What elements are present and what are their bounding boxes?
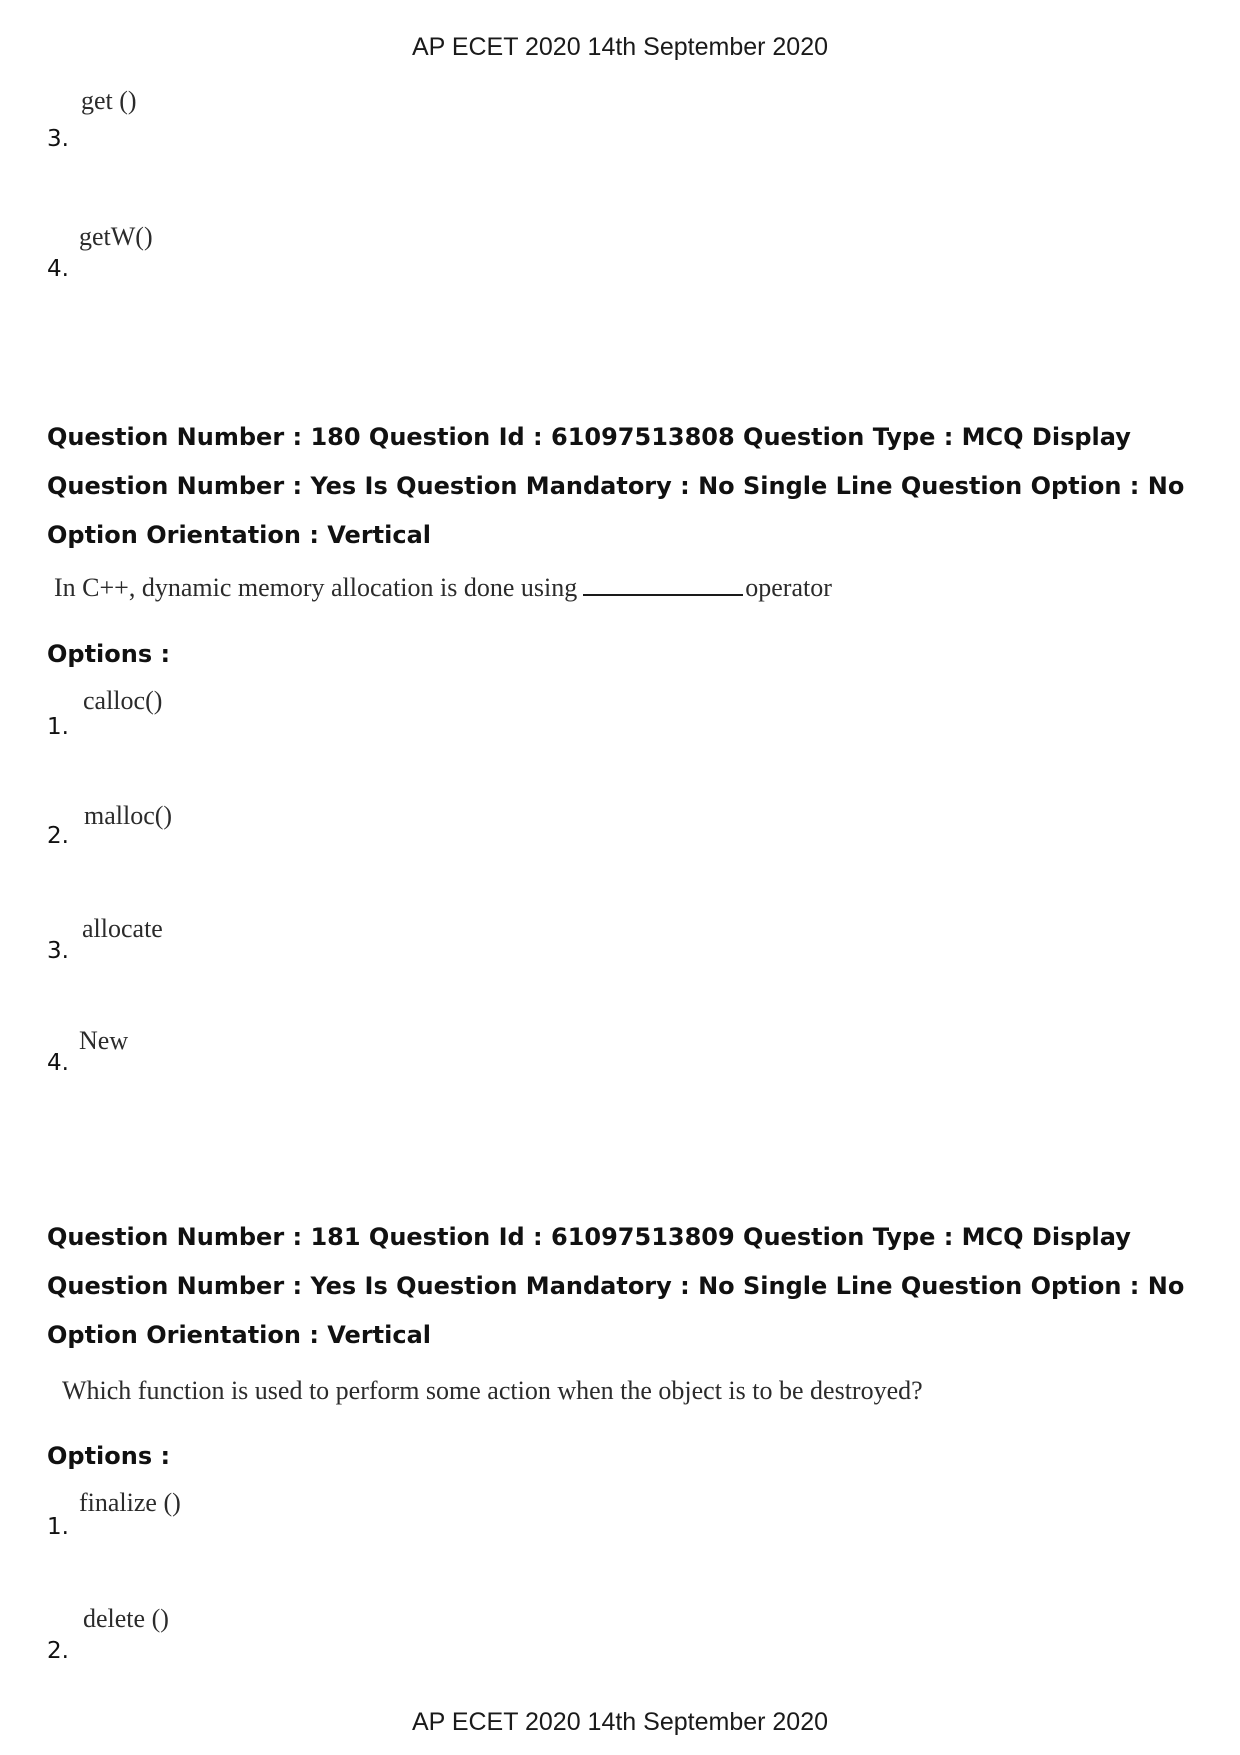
- question-meta: Question Number : 180 Question Id : 61097513808 Question Type : MCQ Display Question Number : Yes Is Question Mandatory : No Single Line Question Option : No Option Orientation : Vertical: [47, 423, 1185, 549]
- question-stem: Which function is used to perform some action when the object is to be destroyed?: [62, 1376, 923, 1405]
- option-item[interactable]: [47, 1026, 647, 1106]
- option-number: 3.: [47, 126, 69, 152]
- page-footer: AP ECET 2020 14th September 2020: [411, 1708, 829, 1736]
- option-text: allocate: [82, 914, 163, 943]
- option-text: calloc(): [83, 686, 163, 715]
- option-number: 4.: [47, 1050, 69, 1076]
- option-item[interactable]: [47, 84, 647, 164]
- answer-blank: [583, 572, 743, 596]
- options-label: Options :: [47, 1442, 171, 1470]
- option-text: finalize (): [79, 1488, 181, 1517]
- question-stem: [54, 572, 832, 603]
- option-text: get (): [81, 86, 137, 115]
- question-stem-before: In C++, dynamic memory allocation is done using: [54, 573, 578, 602]
- option-item[interactable]: [47, 1604, 647, 1684]
- option-item[interactable]: [47, 914, 647, 994]
- option-number: 1.: [47, 1514, 69, 1540]
- question-stem-after: operator: [745, 573, 832, 602]
- option-number: 1.: [47, 714, 69, 740]
- options-label: Options :: [47, 640, 171, 668]
- option-number: 3.: [47, 938, 69, 964]
- option-number: 4.: [47, 256, 69, 282]
- option-text: New: [79, 1026, 129, 1055]
- option-text: malloc(): [84, 801, 173, 830]
- option-text: delete (): [83, 1604, 169, 1633]
- question-meta: Question Number : 181 Question Id : 61097513809 Question Type : MCQ Display Question Number : Yes Is Question Mandatory : No Single Line Question Option : No Option Orientation : Vertical: [47, 1223, 1185, 1349]
- option-item[interactable]: [47, 1488, 647, 1568]
- option-item[interactable]: [47, 686, 647, 766]
- option-text: getW(): [79, 222, 153, 251]
- option-number: 2.: [47, 1638, 69, 1664]
- page-header: AP ECET 2020 14th September 2020: [411, 33, 829, 61]
- option-item[interactable]: [47, 222, 647, 302]
- option-number: 2.: [47, 823, 69, 849]
- option-item[interactable]: [47, 801, 647, 881]
